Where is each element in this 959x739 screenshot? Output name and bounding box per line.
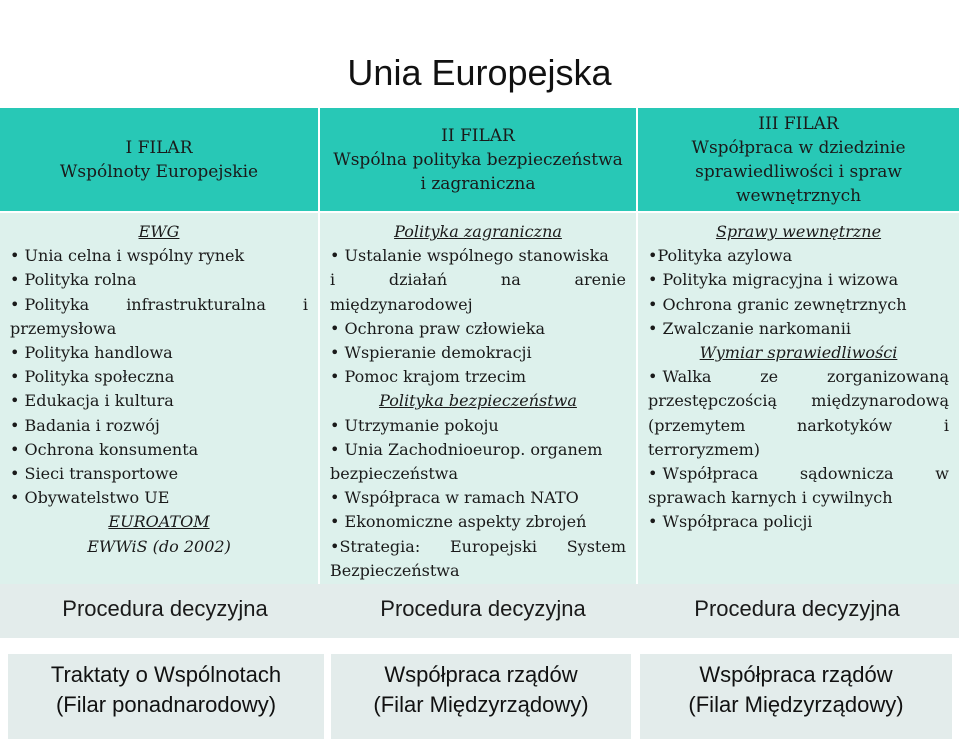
justified-line [330,268,626,292]
word: przestępczością [648,391,777,411]
word: na [500,270,521,290]
pillar-1-head [0,108,318,212]
pillar-2-head [320,108,636,212]
word: międzynarodową [811,391,949,411]
section-heading: Wymiar sprawiedliwości [699,343,898,363]
justified-line [648,414,949,438]
list-item: sprawach karnych i cywilnych [648,488,893,508]
pillar-3-head-line: Współpraca w dziedzinie [691,138,906,158]
pillar-2-head-line: i zagraniczna [420,174,536,194]
list-item: • Współpraca w ramach NATO [330,488,579,508]
list-item: • Polityka społeczna [10,367,175,387]
section-heading: Polityka zagraniczna [394,222,562,241]
section-heading: EUROATOM [108,512,210,532]
list-item: • Unia celna i wspólny rynek [10,246,245,266]
pillar-separator-1 [318,108,320,584]
list-item: • Współpraca policji [648,512,813,532]
list-item: • Polityka handlowa [10,343,173,363]
word: sądownicza [799,464,894,484]
list-item: • Pomoc krajom trzecim [330,367,527,387]
word: (przemytem [648,415,746,435]
list-item: • Utrzymanie pokoju [330,415,499,435]
footer-1 [8,654,324,739]
pillar-3-head-line: sprawiedliwości i spraw [695,162,902,182]
procedure-label-2: Procedura decyzyjna [380,596,586,621]
list-item: bezpieczeństwa [330,464,459,484]
section-heading: EWG [138,222,180,241]
word: i [943,415,949,435]
section-heading: Polityka bezpieczeństwa [379,391,577,411]
word: •Strategia: [330,536,421,556]
justified-line [10,293,308,317]
footer-3 [640,654,952,739]
footer-2-line-2: (Filar Międzyrządowy) [373,692,589,717]
pillar-1-body [0,212,318,584]
word: arenie [574,270,626,290]
footer-1-line-1: Traktaty o Wspólnotach [50,662,282,687]
footer-3-line-1: Współpraca rządów [699,662,893,687]
pillar-3-head-line: III FILAR [758,114,839,134]
pillar-2-body [320,212,636,584]
list-item: przemysłowa [10,318,117,338]
pillar-3-head-line: wewnętrznych [735,186,862,206]
section-heading: Sprawy wewnętrzne [715,222,882,241]
list-item: Bezpieczeństwa [330,560,460,580]
list-item: • Unia Zachodnioeurop. organem [330,439,603,459]
procedure-label-3: Procedura decyzyjna [694,596,900,621]
footer-2 [331,654,631,739]
list-item: • Zwalczanie narkomanii [648,318,851,338]
word: infrastrukturalna [126,294,266,314]
list-item: terroryzmem) [648,439,760,459]
justified-line [648,365,949,389]
word: działań [388,270,448,290]
list-item: • Ekonomiczne aspekty zbrojeń [330,512,587,532]
word: narkotyków [796,415,893,435]
justified-line [330,535,626,559]
list-item: • Badania i rozwój [10,415,160,435]
justified-line [648,462,949,486]
pillar-separator-2 [636,108,638,584]
page-title: Unia Europejska [347,52,612,93]
list-item: • Ustalanie wspólnego stanowiska [330,246,609,266]
list-item: • Sieci transportowe [10,464,179,484]
footer-1-line-2: (Filar ponadnarodowy) [55,692,277,717]
word: • Polityka [10,294,90,314]
pillar-1-head-line: Wspólnoty Europejskie [59,162,259,182]
list-item: • Ochrona praw człowieka [330,318,546,338]
word: • Walka [648,367,712,387]
pillar-1-head-line: I FILAR [125,138,193,158]
word: • Współpraca [648,464,759,484]
word: ze [760,367,779,387]
list-item: •Polityka azylowa [648,246,793,266]
word: System [566,536,626,556]
list-item: • Ochrona granic zewnętrznych [648,294,907,314]
list-item: • Polityka rolna [10,270,137,290]
list-item: • Edukacja i kultura [10,391,174,411]
word: w [935,464,949,484]
pillar-3-body [638,212,959,584]
pillar-3-head [638,108,959,212]
list-item: • Ochrona konsumenta [10,439,199,459]
word: i [330,270,336,290]
footer-3-line-2: (Filar Międzyrządowy) [688,692,904,717]
justified-line [648,389,949,413]
word: Europejski [449,536,537,556]
list-item: • Polityka migracyjna i wizowa [648,270,899,290]
section-note: EWWiS (do 2002) [87,536,231,556]
word: i [302,294,308,314]
pillar-2-head-line: Wspólna polityka bezpieczeństwa [333,150,623,170]
pillar-2-head-line: II FILAR [441,126,515,146]
list-item: • Wspieranie demokracji [330,343,532,363]
word: zorganizowaną [826,367,949,387]
head-body-separator [0,211,959,213]
list-item: • Obywatelstwo UE [10,488,170,508]
footer-2-line-1: Współpraca rządów [384,662,578,687]
procedure-label-1: Procedura decyzyjna [62,596,268,621]
list-item: międzynarodowej [330,294,473,314]
